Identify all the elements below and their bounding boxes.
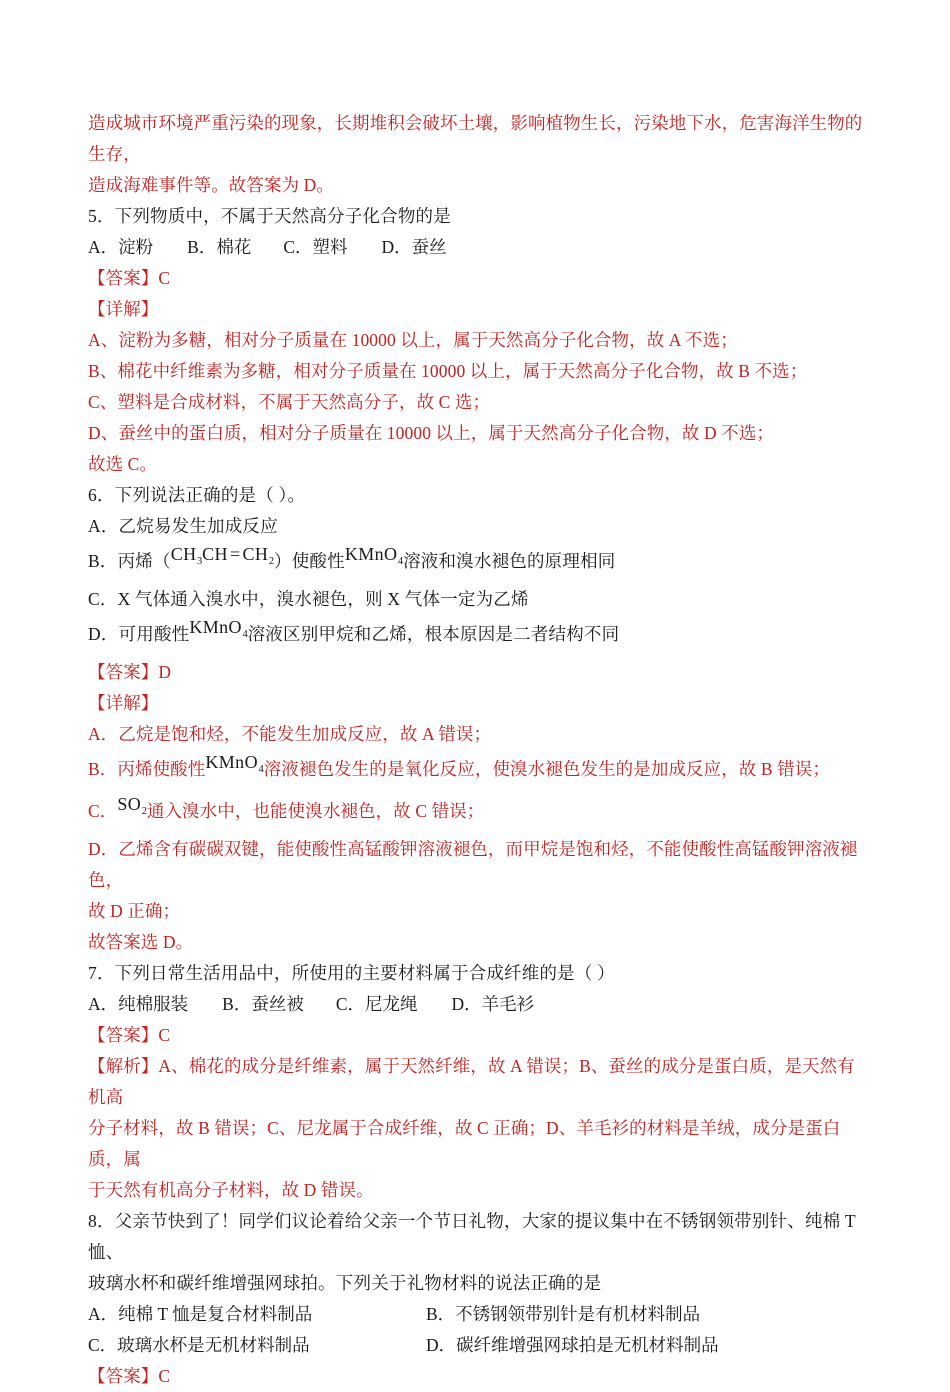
question-6-detail-label: 【详解】 <box>88 693 159 713</box>
option-8-d: D．碳纤维增强网球拍是无机材料制品 <box>426 1335 719 1355</box>
answer-value: C <box>158 268 171 288</box>
question-8-answer <box>88 1361 865 1392</box>
answer-value: C <box>158 1366 171 1386</box>
question-8-stem-line-1: 8．父亲节快到了！同学们议论着给父亲一个节日礼物，大家的提议集中在不锈钢领带别针、纯棉 T 恤、 <box>88 1211 856 1262</box>
option-7-b: B．蚕丝被 <box>222 994 304 1014</box>
continued-explanation-line-2: 造成海难事件等。故答案为 D。 <box>88 175 335 195</box>
option-5-a: A．淀粉 <box>88 237 154 257</box>
question-6-stem: 6．下列说法正确的是（ ）。 <box>88 485 306 505</box>
question-6-detail-b: B．丙烯使酸性KMnO$_4$溶液褪色发生的是氧化反应，使溴水褪色发生的是加成反应，故 B 错误； <box>88 752 830 779</box>
answer-label: 【答案】 <box>88 268 159 288</box>
question-6-detail-a: A．乙烷是饱和烃，不能发生加成反应，故 A 错误； <box>88 724 492 744</box>
question-6-detail-c: C．$SO_2$通入溴水中，也能使溴水褪色，故 C 错误； <box>88 794 485 821</box>
question-6-option-c: C．X 气体通入溴水中，溴水褪色，则 X 气体一定为乙烯 <box>88 589 529 609</box>
option-7-d: D．羊毛衫 <box>451 994 535 1014</box>
answer-label: 【答案】 <box>88 1025 159 1045</box>
question-6-option-b: B．丙烯$(CH_3CH = CH_2)$使酸性KMnO$_4$溶液和溴水褪色的原理相同 <box>88 544 616 571</box>
option-8-c: C．玻璃水杯是无机材料制品 <box>88 1335 310 1355</box>
analysis-label: 【解析】 <box>88 1056 159 1076</box>
question-5-options <box>88 232 865 263</box>
option-5-c: C．塑料 <box>283 237 348 257</box>
question-6-answer <box>88 657 865 688</box>
question-5-detail-line: D、蚕丝中的蛋白质，相对分子质量在 10000 以上，属于天然高分子化合物，故 D 不选； <box>88 423 775 443</box>
question-8-options-row-2 <box>88 1330 865 1361</box>
option-8-b: B．不锈钢领带别针是有机材料制品 <box>426 1304 701 1324</box>
formula-kmno4: KMnO$_4$ <box>344 544 404 567</box>
question-7-analysis-line-3: 于天然有机高分子材料，故 D 错误。 <box>88 1180 374 1200</box>
question-7-stem: 7．下列日常生活用品中，所使用的主要材料属于合成纤维的是（ ） <box>88 963 615 983</box>
question-6-detail-final: 故答案选 D。 <box>88 932 194 952</box>
question-7-options <box>88 989 865 1020</box>
question-6-option-a: A．乙烷易发生加成反应 <box>88 516 278 536</box>
question-7-answer <box>88 1020 865 1051</box>
question-5-detail-line: C、塑料是合成材料，不属于天然高分子，故 C 选； <box>88 392 491 412</box>
question-5-stem: 5．下列物质中，不属于天然高分子化合物的是 <box>88 206 451 226</box>
option-7-c: C．尼龙绳 <box>335 994 418 1014</box>
question-6-detail-d-line-1: D．乙烯含有碳碳双键，能使酸性高锰酸钾溶液褪色，而甲烷是饱和烃，不能使酸性高锰酸钾溶液褪色， <box>88 839 858 890</box>
answer-value: C <box>158 1025 171 1045</box>
question-6-detail-d-line-2: 故 D 正确； <box>88 901 181 921</box>
question-7-analysis-line-1: 【解析】A、棉花的成分是纤维素，属于天然纤维，故 A 错误；B、蚕丝的成分是蛋白质，是天然有机高 <box>88 1056 855 1107</box>
option-5-d: D．蚕丝 <box>381 237 447 257</box>
question-6-option-d: D．可用酸性KMnO$_4$溶液区别甲烷和乙烯，根本原因是二者结构不同 <box>88 617 620 644</box>
continued-explanation-line-1: 造成城市环境严重污染的现象，长期堆积会破坏土壤，影响植物生长，污染地下水，危害海洋生物的生存， <box>88 113 863 164</box>
question-8-options-row-1 <box>88 1299 865 1330</box>
question-5-detail-line: B、棉花中纤维素为多糖，相对分子质量在 10000 以上，属于天然高分子化合物，故 B 不选； <box>88 361 808 381</box>
formula-kmno4: KMnO$_4$ <box>205 752 265 775</box>
option-5-b: B．棉花 <box>187 237 252 257</box>
question-5-detail-label: 【详解】 <box>88 299 159 319</box>
answer-label: 【答案】 <box>88 1366 159 1386</box>
formula-kmno4: KMnO$_4$ <box>189 617 249 640</box>
answer-label: 【答案】 <box>88 662 159 682</box>
formula-propene: $CH_3CH = CH_2$ <box>170 544 275 567</box>
question-5-answer <box>88 263 865 294</box>
option-8-a: A．纯棉 T 恤是复合材料制品 <box>88 1304 313 1324</box>
formula-so2: $SO_2$ <box>117 794 148 817</box>
question-5-detail-line: A、淀粉为多糖，相对分子质量在 10000 以上，属于天然高分子化合物，故 A 不选； <box>88 330 738 350</box>
question-5-detail-line: 故选 C。 <box>88 454 158 474</box>
question-7-analysis-line-2: 分子材料，故 B 错误；C、尼龙属于合成纤维，故 C 正确；D、羊毛衫的材料是羊绒，成分是蛋白质，属 <box>88 1118 841 1169</box>
option-7-a: A．纯棉服装 <box>88 994 189 1014</box>
answer-value: D <box>158 662 172 682</box>
question-8-stem-line-2: 玻璃水杯和碳纤维增强网球拍。下列关于礼物材料的说法正确的是 <box>88 1273 602 1293</box>
